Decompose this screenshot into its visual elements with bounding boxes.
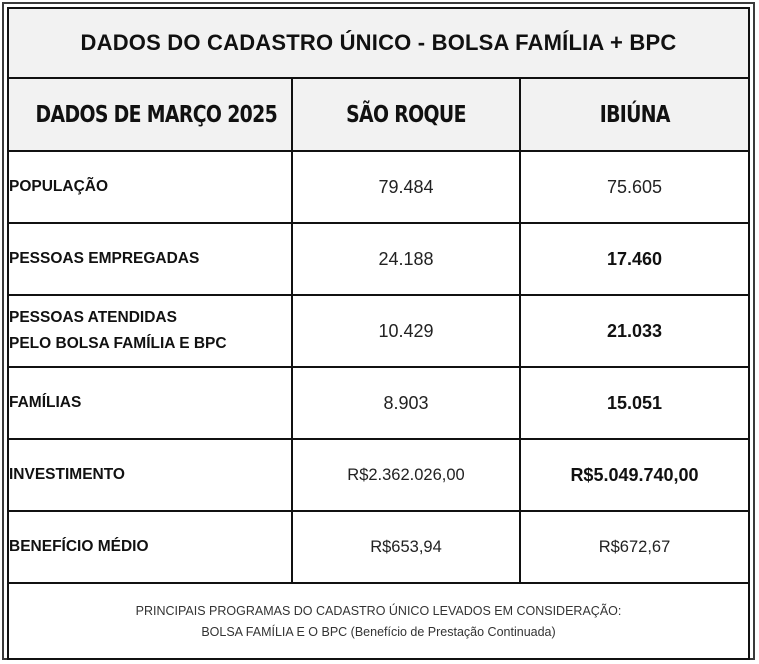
value-sao-roque: 24.188 bbox=[292, 223, 520, 295]
data-card bbox=[7, 7, 750, 660]
header-period: DADOS DE MARÇO 2025 bbox=[9, 79, 292, 151]
value-ibiuna: 21.033 bbox=[520, 295, 748, 367]
value-sao-roque: 79.484 bbox=[292, 151, 520, 223]
value-ibiuna: R$672,67 bbox=[520, 511, 748, 583]
row-label-line1: PESSOAS ATENDIDAS bbox=[9, 309, 177, 326]
row-label: PESSOAS EMPREGADAS bbox=[9, 223, 292, 295]
table-row-pessoas-atendidas bbox=[9, 295, 748, 367]
value-sao-roque: 8.903 bbox=[292, 367, 520, 439]
value-ibiuna: R$5.049.740,00 bbox=[520, 439, 748, 511]
data-table bbox=[9, 79, 748, 584]
value-ibiuna: 75.605 bbox=[520, 151, 748, 223]
footer-note bbox=[9, 586, 748, 658]
value-sao-roque: 10.429 bbox=[292, 295, 520, 367]
page-title: DADOS DO CADASTRO ÚNICO - BOLSA FAMÍLIA + BPC bbox=[9, 9, 748, 79]
value-ibiuna: 17.460 bbox=[520, 223, 748, 295]
table-row-familias bbox=[9, 367, 748, 439]
row-label: INVESTIMENTO bbox=[9, 439, 292, 511]
table-row-populacao bbox=[9, 151, 748, 223]
table-row-investimento bbox=[9, 439, 748, 511]
row-label-line2: PELO BOLSA FAMÍLIA E BPC bbox=[9, 335, 227, 352]
table-row-pessoas-empregadas bbox=[9, 223, 748, 295]
row-label: BENEFÍCIO MÉDIO bbox=[9, 511, 292, 583]
row-label bbox=[9, 295, 292, 367]
value-sao-roque: R$653,94 bbox=[292, 511, 520, 583]
value-sao-roque: R$2.362.026,00 bbox=[292, 439, 520, 511]
value-ibiuna: 15.051 bbox=[520, 367, 748, 439]
footer-line2: BOLSA FAMÍLIA E O BPC (Benefício de Prestação Continuada) bbox=[201, 625, 556, 639]
row-label: FAMÍLIAS bbox=[9, 367, 292, 439]
table-row-beneficio-medio bbox=[9, 511, 748, 583]
header-sao-roque: SÃO ROQUE bbox=[292, 79, 520, 151]
header-ibiuna: IBIÚNA bbox=[520, 79, 748, 151]
row-label: POPULAÇÃO bbox=[9, 151, 292, 223]
table-header-row bbox=[9, 79, 748, 151]
footer-line1: PRINCIPAIS PROGRAMAS DO CADASTRO ÚNICO LEVADOS EM CONSIDERAÇÃO: bbox=[135, 604, 622, 618]
